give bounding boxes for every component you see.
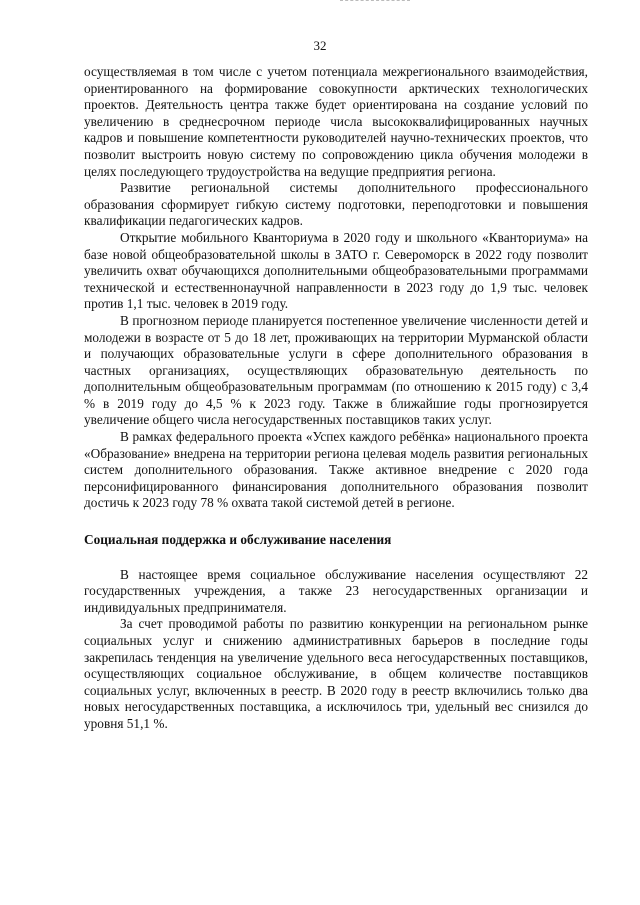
paragraph-continuation: осуществляемая в том числе с учетом потенциала межрегионального взаимодействия, ориентированного на формирование совокупности арктических технологических проектов. Деятельность центра также будет ориентирована на создание условий по увеличению в среднесрочном периоде числа высококвалифицированных научных кадров и повышение компетентности руководителей научно-технических проектов, что позволит выстроить новую систему по сопровождению цикла обучения молодежи в целях последующего трудоустройства на ведущие предприятия региона.: [84, 64, 588, 179]
paragraph: Открытие мобильного Кванториума в 2020 году и школьного «Кванториума» на базе новой общеобразовательной школы в ЗАТО г. Североморск в 2022 году позволит увеличить охват обучающихся дополнительными общеобразовательными программами технической и естественнонаучной направленности в 2023 году до 1,9 тыс. человек против 1,1 тыс. человек в 2019 году.: [84, 229, 588, 312]
section-heading: Социальная поддержка и обслуживание населения: [84, 532, 392, 548]
scan-edge-mark: [340, 0, 410, 4]
paragraph: В прогнозном периоде планируется постепенное увеличение численности детей и молодежи в возрасте от 5 до 18 лет, проживающих на территории Мурманской области и получающих образовательные услуги в сфере дополнительного образования в частных организациях, осуществляющих образовательную деятельность по дополнительным общеобразовательным программам (по отношению к 2015 году) с 3,4 % в 2019 году до 4,5 % к 2023 году. Также в ближайшие годы прогнозируется увеличение общего числа негосударственных поставщиков таких услуг.: [84, 312, 588, 428]
paragraph: В рамках федерального проекта «Успех каждого ребёнка» национального проекта «Образование» внедрена на территории региона целевая модель развития региональных систем дополнительного образования. Также активное внедрение с 2020 года персонифицированного финансирования дополнительного образования позволит достичь к 2023 году 78 % охвата такой системой детей в регионе.: [84, 429, 588, 511]
paragraph: В настоящее время социальное обслуживание населения осуществляют 22 государственных учреждения, а также 23 негосударственных организации и индивидуальных предпринимателя.: [84, 566, 588, 615]
paragraph: Развитие региональной системы дополнительного профессионального образования сформирует гибкую систему подготовки, переподготовки и повышения квалификации педагогических кадров.: [84, 180, 588, 229]
document-body: [84, 64, 588, 733]
paragraph: За счет проводимой работы по развитию конкуренции на региональном рынке социальных услуг и снижению административных барьеров в последние годы закрепилась тенденция на увеличение удельного веса негосударственных поставщиков, осуществляющих социальное обслуживание, в общем количестве поставщиков социальных услуг, включенных в реестр. В 2020 году в реестр включились только два новых негосударственных поставщика, а исключилось три, удельный вес снизился до уровня 51,1 %.: [84, 616, 588, 731]
page-number: 32: [313, 38, 327, 53]
